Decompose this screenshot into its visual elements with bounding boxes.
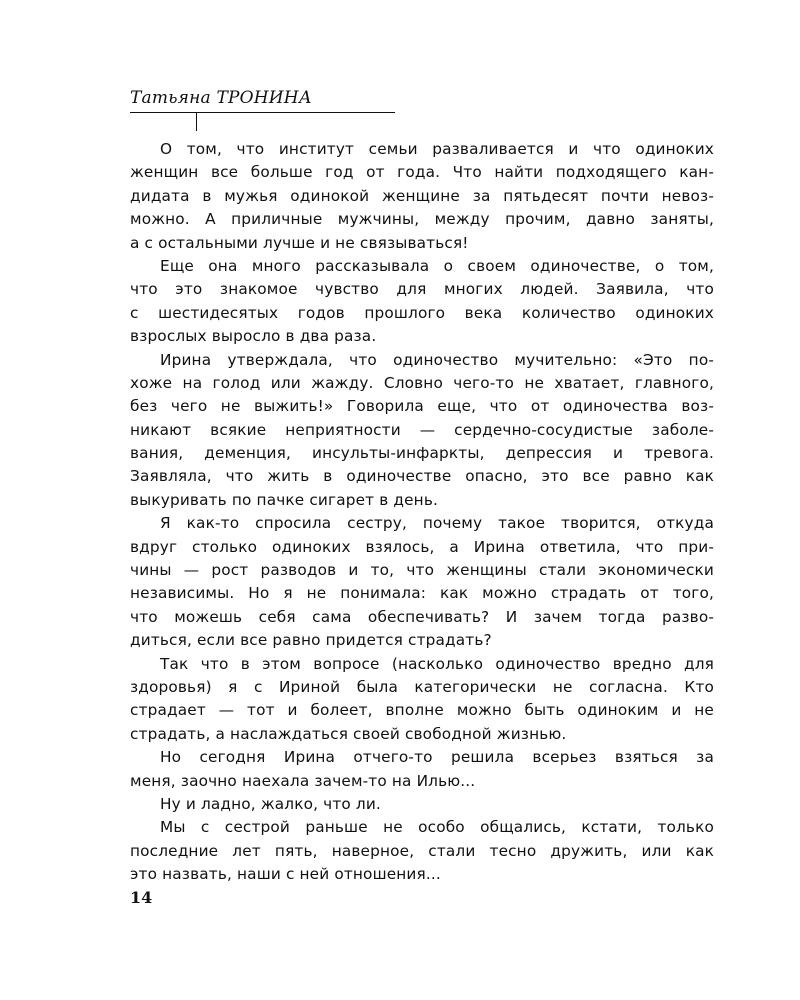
text-line: Ну и ладно, жалко, что ли. (160, 794, 381, 813)
text-line: что это знакомое чувство для многих людей. Заявила, что (130, 280, 714, 299)
text-line: а с остальными лучше и не связываться! (130, 233, 469, 252)
text-line: можно. А приличные мужчины, между прочим, давно заняты, (130, 210, 714, 229)
text-line: О том, что институт семьи разваливается и что одиноких (160, 140, 714, 158)
text-line: страдать, а наслаждаться своей свободной жизнью. (130, 724, 567, 743)
text-line: Еще она много рассказывала о своем одиночестве, о том, (160, 256, 714, 275)
text-line: вдруг столько одиноких взялось, а Ирина ответила, что при- (130, 537, 714, 556)
text-line: что можешь себя сама обеспечивать? И зачем тогда разво- (130, 607, 714, 626)
text-line: страдает — тот и болеет, вполне можно быть одиноким и не (130, 701, 714, 720)
text-line: хоже на голод или жажду. Словно чего-то не хватает, главного, (130, 373, 714, 392)
page-number: 14 (130, 888, 153, 907)
text-line: меня, заочно наехала зачем-то на Илью... (130, 771, 476, 790)
text-line: женщин все больше год от года. Что найти подходящего кан- (130, 163, 714, 182)
text-line: независимы. Но я не понимала: как можно страдать от того, (130, 584, 714, 603)
text-line: это назвать, наши с ней отношения... (130, 865, 441, 884)
header-rule (130, 112, 395, 113)
text-line: здоровья) я с Ириной была категорически не согласна. Кто (130, 677, 714, 696)
text-line: последние лет пять, наверное, стали тесно дружить, или как (130, 841, 714, 860)
text-line: с шестидесятых годов прошлого века количество одиноких (130, 303, 714, 322)
text-line: Ирина утверждала, что одиночество мучительно: «Это по- (160, 350, 714, 369)
text-line: дидата в мужья одинокой женщине за пятьдесят почти невоз- (130, 186, 714, 205)
text-line: диться, если все равно придется страдать? (130, 631, 492, 650)
running-head-author: Татьяна ТРОНИНА (130, 88, 312, 108)
text-line: выкуривать по пачке сигарет в день. (130, 490, 439, 509)
text-line: без чего не выжить!» Говорила еще, что от одиночества воз- (130, 397, 714, 416)
text-line: Но сегодня Ирина отчего-то решила всерьез взяться за (160, 748, 714, 767)
text-line: Заявляла, что жить в одиночестве опасно, это все равно как (130, 467, 714, 486)
text-line: вания, деменция, инсульты-инфаркты, депрессия и тревога. (130, 444, 714, 463)
header-tick-mark (196, 112, 197, 131)
body-text (130, 138, 714, 887)
text-line: взрослых выросло в два раза. (130, 327, 377, 346)
text-line: Мы с сестрой раньше не особо общались, кстати, только (160, 818, 714, 837)
text-line: никают всякие неприятности — сердечно-сосудистые заболе- (130, 420, 714, 439)
text-line: Так что в этом вопросе (насколько одиночество вредно для (160, 654, 714, 673)
text-line: чины — рост разводов и то, что женщины стали экономически (130, 561, 714, 580)
text-line: Я как-то спросила сестру, почему такое творится, откуда (160, 514, 714, 533)
